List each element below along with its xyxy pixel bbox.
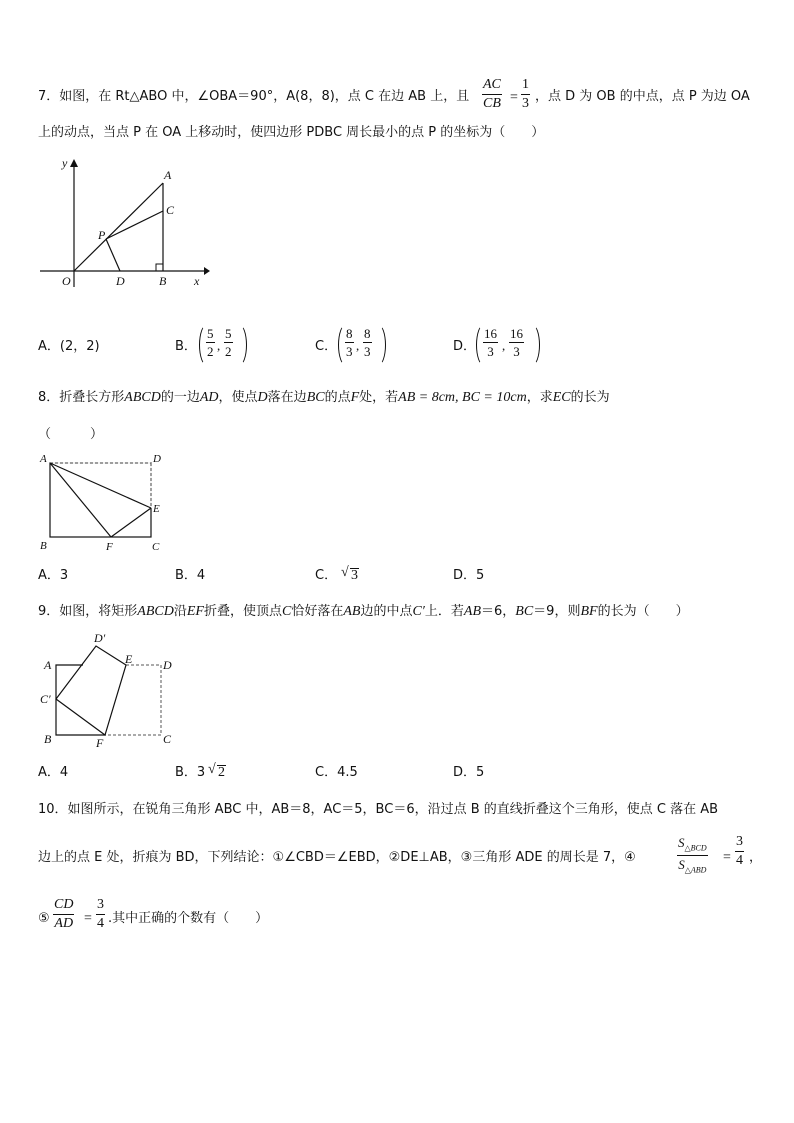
q8-text-1: 8．折叠长方形ABCD的一边AD，使点D落在边BC的点F处，若AB = 8cm, BC = 10cm，求EC的长为: [38, 390, 610, 405]
q10-text-1: 10．如图所示，在锐角三角形 ABC 中，AB＝8，AC＝5，BC＝6，沿过点 B 的直线折叠这个三角形，使点 C 落在 AB: [38, 802, 719, 817]
right-angle-mark: [156, 264, 163, 271]
q10-value-frac-2: 3 4: [97, 897, 104, 931]
frac-numerator: 1: [522, 77, 529, 92]
q7-option-d-label: D．: [453, 339, 477, 354]
label-E: E: [125, 652, 133, 666]
dashed-original-region: [105, 665, 161, 735]
q7-option-d-frac-1: 16 3: [484, 326, 497, 359]
label-Cprime: C′: [40, 692, 51, 706]
q9-option-c: C．4.5: [315, 765, 358, 780]
label-C: C: [163, 732, 172, 746]
segment-PC: [106, 211, 163, 239]
label-Dprime: D′: [94, 631, 106, 645]
frac-denominator: 3: [522, 96, 529, 111]
label-B: B: [44, 732, 52, 746]
q7-option-b-label: B．: [175, 339, 197, 354]
q10-text-3a: ⑤: [38, 911, 50, 926]
comma: ,: [356, 338, 360, 353]
comma: ,: [217, 338, 221, 353]
label-D: D: [153, 453, 161, 465]
q7-option-c-frac-2: 8 3: [364, 326, 371, 359]
q9-option-a: A．4: [38, 765, 69, 780]
label-A: A: [40, 453, 47, 465]
rectangle-ABCD: [50, 463, 151, 537]
q8-figure: [36, 450, 176, 558]
q7-option-c-label: C．: [315, 339, 338, 354]
sqrt-icon: √: [208, 762, 216, 777]
label-A: A: [164, 168, 172, 182]
y-axis-arrow-icon: [70, 159, 78, 167]
fold-AE: [50, 463, 151, 508]
q7-option-b-frac-1: 5 2: [207, 326, 214, 359]
q9-option-d: D．5: [453, 765, 485, 780]
q10-value-frac-1: 3 4: [736, 834, 743, 868]
q8-text-2: （ ）: [38, 427, 104, 442]
label-F: F: [96, 736, 104, 750]
comma: ,: [502, 338, 506, 353]
q9-figure: [36, 628, 186, 750]
label-E: E: [153, 503, 160, 515]
q7-value-frac: [521, 78, 530, 111]
folded-quad: [56, 646, 126, 735]
segment-FE: [111, 508, 151, 537]
equals-sign: =: [510, 90, 518, 105]
q8-option-b: B．4: [175, 568, 206, 583]
label-D: D: [116, 274, 125, 288]
equals-sign: =: [723, 850, 731, 865]
sqrt-icon: √: [341, 565, 349, 580]
q10-text-3b: .其中正确的个数有（ ）: [108, 911, 269, 926]
label-D: D: [163, 658, 172, 672]
q7-text-2: 上的动点，当点 P 在 OA 上移动时，使四边形 PDBC 周长最小的点 P 的坐标为（ ）: [38, 125, 545, 140]
q10-cd-ad-frac: CD AD: [54, 897, 74, 931]
q7-option-b-frac-2: 5 2: [225, 326, 232, 359]
label-B: B: [159, 274, 167, 288]
label-O: O: [62, 274, 71, 288]
segment-AF: [50, 463, 111, 537]
rectangle-left-part: [56, 665, 105, 735]
q7-option-a: A．(2，2): [38, 339, 100, 354]
q8-option-d: D．5: [453, 568, 485, 583]
equals-sign: =: [84, 911, 92, 926]
label-F: F: [106, 541, 113, 553]
q10-area-ratio-frac: $S_{\triangle BCD}$ $S_{\triangle ABD}$: [678, 835, 707, 875]
label-y: y: [62, 156, 68, 170]
q8-option-c-radicand: 3: [351, 568, 358, 583]
frac-numerator: AC: [483, 77, 501, 92]
q7-option-c-frac-1: 8 3: [346, 326, 353, 359]
q10-text-2a: 边上的点 E 处，折痕为 BD，下列结论：①∠CBD＝∠EBD，②DE⊥AB，③三角形 ADE 的周长是 7，④: [38, 850, 636, 865]
q7-text-1a: 7．如图，在 Rt△ABO 中，∠OBA＝90°，A(8，8)，点 C 在边 AB 上，且: [38, 89, 470, 104]
label-B: B: [40, 540, 47, 552]
frac-denominator: CB: [483, 96, 501, 111]
q9-text-1: 9．如图，将矩形ABCD沿EF折叠，使顶点C恰好落在AB边的中点C′上．若AB＝6，BC＝9，则BF的长为（ ）: [38, 604, 689, 619]
q7-figure: [36, 155, 216, 295]
segment-OA: [74, 183, 163, 271]
label-C: C: [152, 541, 160, 553]
label-A: A: [44, 658, 52, 672]
q7-option-d-frac-2: 16 3: [510, 326, 523, 359]
q8-option-c-label: C．: [315, 568, 338, 583]
label-C: C: [166, 203, 175, 217]
x-axis-arrow-icon: [204, 267, 210, 275]
q9-option-b-radicand: 2: [218, 765, 225, 780]
label-x: x: [194, 274, 200, 288]
segment-PD: [106, 239, 120, 271]
q8-option-a: A．3: [38, 568, 69, 583]
q7-text-1b: ，点 D 为 OB 的中点，点 P 为边 OA: [535, 89, 750, 104]
q10-text-2b: ，: [749, 850, 763, 865]
q7-ratio-frac: [482, 78, 502, 111]
label-P: P: [98, 228, 106, 242]
q9-option-b-label: B．3: [175, 765, 206, 780]
